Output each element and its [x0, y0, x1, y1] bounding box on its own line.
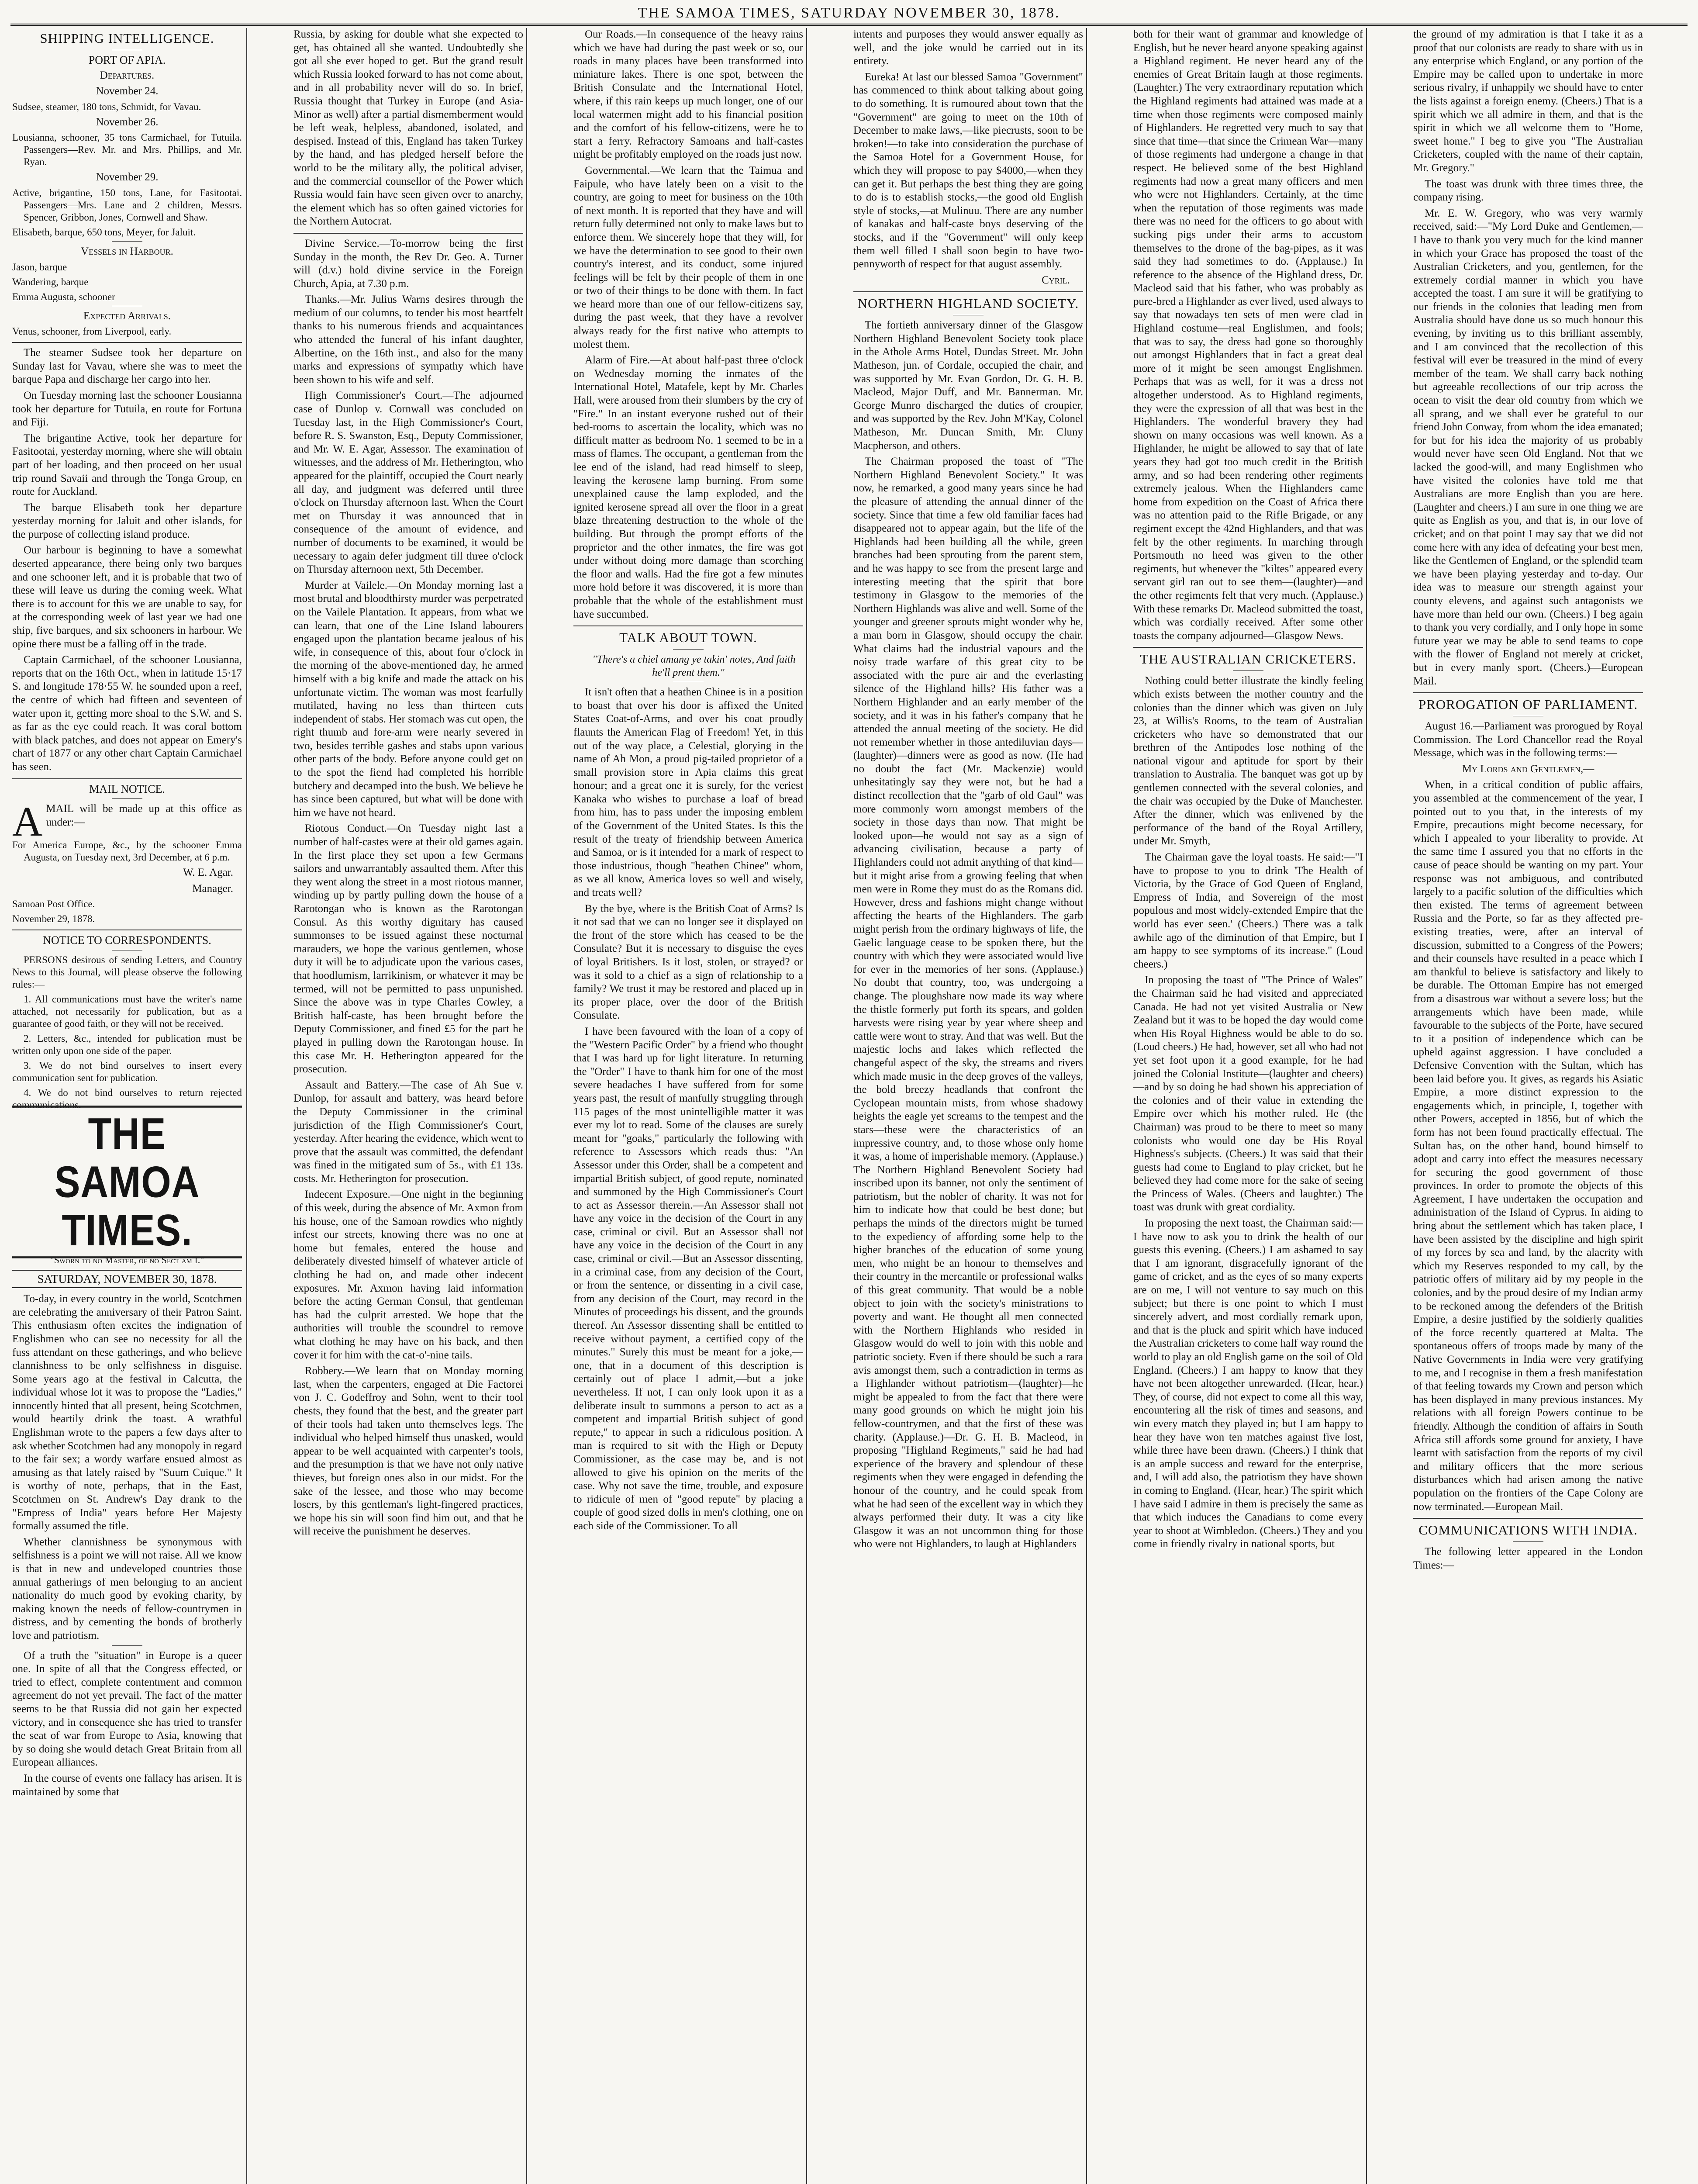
correspondents-intro: PERSONS desirous of sending Letters, and Country News to this Journal, will please observe the following rules:—: [12, 954, 242, 990]
shipping-paragraph: The brigantine Active, took her departure for Fasitootai, yesterday morning, where she will obtain part of her loading, and then proceed on her usual trip round Savaii and through the Tonga Group, en route for Auckland.: [12, 432, 242, 498]
shipping-paragraph: The barque Elisabeth took her departure yesterday morning for Jaluit and other islands, for the purpose of collecting island produce.: [12, 501, 242, 540]
news-item: Governmental.—We learn that the Taimua and Faipule, who have lately been on a visit to the country, are going to meet for business on the 10th of next month. It is reported that they have and will return fully determined not only to make laws but to enforce them. We sincerely hope that they will, for we have the determination to see good to their own country's interest, and its conduct, some injured feelings will be felt by their people of them in one or two of their things to be done with them. In fact we heard more than one of our fellow-citizens say, during the past week, that they have a revolver always ready for the first native who attempts to molest them.: [573, 164, 803, 350]
talk-about-town-heading: TALK ABOUT TOWN.: [619, 630, 757, 646]
columns: [10, 28, 1688, 2184]
shipping-paragraph: Captain Carmichael, of the schooner Lousianna, reports that on the 16th Oct., when in latitude 15·17 S. and longitude 178·55 W. he sounded upon a reef, the centre of which had fifteen and seventeen of water upon it, getting more shoal to the S.W. and S. as far as the eye could reach. It was coral bottom with black patches, and does not appear on Emery's chart of 1877 or any other chart Captain Carmichael has seen.: [12, 654, 242, 773]
correspondents-rule: 2. Letters, &c., intended for publication must be written only upon one side of the paper.: [12, 1033, 242, 1056]
column-rule: [246, 28, 247, 2184]
mail-notice: [12, 798, 242, 845]
article-paragraph: August 16.—Parliament was prorogued by Royal Commission. The Lord Chancellor read the Royal Message, which was in the following terms:—: [1413, 720, 1643, 759]
shipping-paragraph: Our harbour is beginning to have a somewhat deserted appearance, there being only two barques and one schooner left, and it is probable that two of these will leave us during the coming week. What there is to account for this we are unable to say, for at the corresponding week of last year we had one ship, five barques, and six schooners in harbour. We opine there must be a falling off in the trade.: [12, 544, 242, 650]
editorial-paragraph: Whether clannishness be synonymous with selfishness is a point we will not raise. All we know is that in new and undeveloped countries those annual gatherings of men belonging to an ancient nationality do much good by evoking charity, by making known the needs of fellow-countrymen in distress, and by cementing the bonds of brotherly love and patriotism.: [12, 1536, 242, 1641]
news-item: Assault and Battery.—The case of Ah Sue v. Dunlop, for assault and battery, was heard before the Deputy Commissioner in the criminal jurisdiction of the High Commissioner's Court, yesterday. After hearing the evidence, which went to prove that the assault was committed, the defendant was fined in the mitigated sum of 5s., with £1 13s. costs. Mr. Hetherington for prosecution.: [293, 1079, 523, 1185]
column-rule: [1366, 28, 1367, 2184]
column-4: [853, 28, 1083, 2184]
departure-entry: Elisabeth, barque, 650 tons, Meyer, for Jaluit.: [12, 226, 196, 238]
expected-vessel: Venus, schooner, from Liverpool, early.: [12, 326, 172, 337]
column-paragraph: intents and purposes they would answer equally as well, and the joke would be carried out in its entirety.: [853, 28, 1083, 67]
article-paragraph: The following letter appeared in the London Times:—: [1413, 1546, 1643, 1571]
news-item: Indecent Exposure.—One night in the beginning of this week, during the absence of Mr. Axmon from his house, one of the Samoan rowdies who nightly infest our streets, knowing there was no one at home but females, entered the house and deliberately divested himself of whatever article of clothing he had on, and made other indecent exposures. Mr. Axmon having laid information before the acting German Consul, that gentleman has had the culprit arrested. We hope that the authorities will trouble the scoundrel to remove what clothing he may have on his back, and then cover it for him with the cat-o'-nine tails.: [293, 1189, 523, 1361]
departure-date: November 24.: [96, 85, 159, 97]
column-2: [293, 28, 523, 2184]
column-1: [12, 28, 242, 2184]
article-paragraph: The toast was drunk with three times three, the company rising.: [1413, 178, 1643, 204]
correspondents-rule: 1. All communications must have the writer's name attached, not necessarily for publication, but as a guarantee of good faith, or they will not be received.: [12, 993, 242, 1029]
port-heading: PORT OF APIA.: [88, 54, 166, 66]
news-item: Divine Service.—To-morrow being the first Sunday in the month, the Rev Dr. Geo. A. Turner will (d.v.) hold divine service in the Foreign Church, Apia, at 7.30 p.m.: [293, 237, 523, 290]
mail-detail: For America Europe, &c., by the schooner Emma Augusta, on Tuesday next, 3rd December, at 6 p.m.: [12, 840, 242, 863]
article-paragraph: When, in a critical condition of public affairs, you assembled at the commencement of the year, I pointed out to you that, in the interests of my Empire, precautions might become necessary, for which I appealed to your liberality to provide. At the same time I assured you that no efforts in the cause of peace should be wanting on my part. Your response was not ambiguous, and contributed largely to a pacific solution of the difficulties which then existed. The terms of agreement between Russia and the Porte, so far as they affected pre-existing treaties, were, after an interval of discussion, submitted to a Congress of the Powers; and their counsels have resulted in a peace which I am thankful to believe is satisfactory and likely to be durable. The Ottoman Empire has not emerged from a disastrous war without a severe loss; but the arrangements which have been made, while favourable to the subjects of the Porte, have secured to it a position of independence which can be upheld against aggression. I have concluded a Defensive Convention with the Sultan, which has been laid before you. It gives, as regards his Asiatic Empire, a more distinct expression to the engagements which, in principle, I, together with other Powers, accepted in 1856, but of which the form has not been found practically effectual. The Sultan has, on the other hand, bound himself to adopt and carry into effect the measures necessary for securing the good government of those provinces. In order to promote the objects of this Agreement, I have undertaken the occupation and administration of the Island of Cyprus. In aiding to bring about the settlement which has taken place, I have been assisted by the discipline and high spirit of my forces by sea and land, by the alacrity with which my Reserves responded to my call, by the patriotic offers of military aid by my people in the colonies, and by the proud desire of my Indian army to be reckoned among the defenders of the British Empire, a desire justified by the soldierly qualities of the force recently quartered at Malta. The spontaneous offers of troops made by many of the Native Governments in India were very gratifying to me, and I recognise in them a fresh manifestation of that feeling towards my Crown and person which has been displayed in many previous instances. My relations with all foreign Powers continue to be friendly. Although the condition of affairs in South Africa still affords some ground for anxiety, I have learnt with satisfaction from the reports of my civil and military officers that the more serious disturbances which had arisen among the native population on the frontiers of the Cape Colony are now terminated.—European Mail.: [1413, 779, 1643, 1513]
header-title: THE SAMOA TIMES, SATURDAY NOVEMBER 30, 1878.: [638, 5, 1060, 21]
mail-signature: W. E. Agar.: [183, 867, 233, 879]
salutation: My Lords and Gentlemen,—: [1462, 763, 1594, 775]
column-paragraph: It isn't often that a heathen Chinee is in a position to boast that over his door is affixed the United States Coat-of-Arms, and over his coat proudly flaunts the American Flag of Freedom! Yet, in this out of the way place, a Celestial, glorying in the name of Ah Mon, a proud pig-tailed proprietor of a small provision store in Apia claims this great honour; and a great one it is surely, for the veriest Kanaka who wishes to purchase a loaf of bread from him, has to pass under the imposing emblem of the Government of the United States. Is this the result of the treaty of friendship between America and Samoa, or is it intended for a mark of respect to those industrious, though "heathen Chinee" whom, as we all know, America loves so well and wisely, and treats well?: [573, 686, 803, 899]
article-paragraph: both for their want of grammar and knowledge of English, but he never heard anyone speaking against a Highland regiment. He never heard any of the enemies of Great Britain laugh at those regiments. (Laughter.) The very extraordinary reputation which the Highland regiments had attained was made at a time when those regiments were composed mainly of Highlanders. He regretted very much to say that since that time—that since the Crimean War—many of those regiments had undergone a change in that respect. He believed some of the best Highland regiments had now a great many officers and men who were not Highlanders. Certainly, at the time when the reputation of those regiments was made there was no need for the officers to go about with sucking pigs under their arms to accustom themselves to the drone of the bag-pipes, as it was said they had sometimes to do. (Applause.) In reference to the absence of the Highland dress, Dr. Macleod said that his father, who was probably as pure-bred a Highlander as ever lived, used always to say that nowadays ten sets of men were clad in Highland costume—real Englishmen, and fools; that was to say, the dress had gone so thoroughly out amongst Highlanders that in fact a great deal more of it might be seen amongst Englishmen. Perhaps that was as well, for it was a dress not altogether understood. As to Highland regiments, they were the expression of all that was best in the Highlanders. The wonderful bravery they had shown on many occasions was well known. As a Highlander, he might be allowed to say that of late years they had got too much credit in the British army, and so had been rendering other regiments extremely jealous. When the Highlanders came home from expedition on the Coast of Africa there was no attention paid to the Rifle Brigade, or any regiment except the 42nd Highlanders, and that was felt by the other regiments. In marching through Portsmouth no heed was given to the other regiments, but whenever the "kiltes" appeared every servant girl ran out to see them—(laughter)—and the other regiments felt that very much. (Applause.) With these remarks Dr. Macleod submitted the toast, which was cordially received. After some other toasts the company adjourned—Glasgow News.: [1133, 28, 1363, 642]
epigraph: "There's a chiel amang ye takin' notes, And faith he'll prent them.": [592, 654, 796, 679]
column-rule: [1086, 28, 1087, 2184]
news-item: Riotous Conduct.—On Tuesday night last a number of half-castes were at their old games again. In the first place they set upon a few Germans sailors and unwarrantably assaulted them. After this they went along the street in a most riotous manner, winding up by partly pulling down the house of a Rarotongan who is known as the Rarotongan Consul. As this worthy dignitary has caused summonses to be issued against these nocturnal marauders, we hope the various gentlemen, whose duty it will be to adjudicate upon the various cases, that hoodlumism, larrikinism, or whatever it may be termed, will not be permitted to pass unpunished. Since the above was in type Charles Cowley, a British half-caste, has been brought before the Deputy Commissioner, and fined £5 for the part he played in pulling down the Rarotongan house. In this case Mr. H. Hetherington appeared for the prosecution.: [293, 822, 523, 1075]
northern-highland-heading: NORTHERN HIGHLAND SOCIETY.: [857, 296, 1079, 311]
harbour-vessel: Jason, barque: [12, 261, 67, 273]
mail-heading: MAIL NOTICE.: [89, 782, 165, 795]
editorial-paragraph: To-day, in every country in the world, Scotchmen are celebrating the anniversary of their Patron Saint. This enthusiasm often excites the indignation of Englishmen who can see no necessity for all the fuss attendant on these gatherings, and who believe clannishness to be only selfishness in disguise. Some years ago at the festival in Calcutta, the individual whose lot it was to propose the "Ladies," innocently hinted that all present, being Scotchmen, would heartily drink the toast. A wrathful Englishman wrote to the papers a few days after to ask whether Scotchmen had any monopoly in regard to the fair sex; a wordy warfare ensued almost as amusing as that lately raised by "Suum Cuique." It is worthy of note, perhaps, that in the East, Scotchmen on St. Andrew's Day drank to the "Empress of India" years before Her Majesty formally assumed the title.: [12, 1293, 242, 1532]
article-paragraph: The fortieth anniversary dinner of the Glasgow Northern Highland Benevolent Society took place in the Athole Arms Hotel, Dundas Street. Mr. John Matheson, jun. of Cordale, occupied the chair, and was supported by Mr. Evan Gordon, Dr. G. H. B. Macleod, Major Duff, and Mr. Bannerman. Mr. George Munro discharged the duties of croupier, and was supported by the Rev. John M'Kay, Colonel Matheson, Mr. Duncan Smith, Mr. Cluny Macpherson, and others.: [853, 319, 1083, 452]
news-item: Murder at Vailele.—On Monday morning last a most brutal and bloodthirsty murder was perpetrated on the Vailele Plantation. It appears, from what we can learn, that one of the Line Island labourers engaged upon the plantation became jealous of his wife, in consequence of this, about four o'clock in the morning of the above-mentioned day, he armed himself with a big knife and made the attack on his unfortunate victim. The woman was most fearfully mutilated, having no less than thirteen cuts independent of stabs. Her stomach was cut open, the right thumb and fore-arm were nearly severed in two, besides terrible gashes and stabs upon various other parts of the body. Before anyone could get on to the spot the fiend had completed his horrible butchery and decamped into the bush. We believe he has since been captured, but what will be done with him we have not heard.: [293, 579, 523, 819]
departures-heading: Departures.: [100, 69, 155, 81]
running-header: [10, 3, 1688, 26]
australian-cricketers-heading: THE AUSTRALIAN CRICKETERS.: [1140, 651, 1356, 667]
shipping-paragraph: The steamer Sudsee took her departure on Sunday last for Vavau, where she was to meet the barque Papa and discharge her cargo into her.: [12, 347, 242, 386]
mail-office: Samoan Post Office.: [12, 898, 95, 910]
article-paragraph: In proposing the toast of "The Prince of Wales" the Chairman said he had visited and appreciated Canada. He had not yet visited Australia or New Zealand but it was to be hoped the day would come when His Royal Highness would be able to do so. (Loud cheers.) He had, however, set all who had not yet set foot upon it a good example, for he had joined the Colonial Institute—(laughter and cheers)—and by so doing he had shown his appreciation of the colonies and of their value in extending the Empire over which his mother ruled. He (the Chairman) was proud to be there to meet so many colonists who would one day be His Royal Highness's subjects. (Cheers.) It was said that their guests had come to England to play cricket, but he believed they had come more for the sake of seeing the Princess of Wales. (Cheers and laughter.) The toast was drunk with great cordiality.: [1133, 974, 1363, 1213]
news-item: Our Roads.—In consequence of the heavy rains which we have had during the past week or so, our roads in many places have been transformed into miniature lakes. There is one spot, between the British Consulate and the International Hotel, where, if this rain keeps up much longer, one of our local watermen might add to his financial position and the comfort of his fellow-citizens, were he to start a ferry. Refractory Samoans and half-castes might be profitably employed on the roads just now.: [573, 28, 803, 161]
paper-motto: "Sworn to no Master, of no Sect am I.": [50, 1254, 204, 1265]
shipping-heading: SHIPPING INTELLIGENCE.: [40, 31, 214, 46]
correspondents-rule: 3. We do not bind ourselves to insert every communication sent for publication.: [12, 1060, 242, 1083]
harbour-vessel: Emma Augusta, schooner: [12, 291, 115, 302]
column-3: [573, 28, 803, 2184]
mail-role: Manager.: [192, 882, 233, 895]
editorial-paragraph: Russia, by asking for double what she expected to get, has obtained all she wanted. Undoubtedly she got all she ever hoped to get. But the grand result which Russia looked forward to has not come about, and in all probability never will do so. In brief, Russia thought that Turkey in Europe (and Asia-Minor as well) after a partial dismemberment would be left weak, helpless, abandoned, isolated, and despised. Instead of this, England has taken Turkey by the hand, and has pledged herself before the world to be the military ally, the political adviser, and the commercial counsellor of the Power which Russia would fain have seen given over to anarchy, the element which has so often gained victories for the Northern Autocrat.: [293, 28, 523, 228]
column-6: [1413, 28, 1643, 2184]
article-paragraph: the ground of my admiration is that I take it as a proof that our colonists are ready to share with us in any enterprise which England, or any portion of the Empire may be called upon to undertake in more serious rivalry, if unhappily we should have to enter the lists against a foreign enemy. (Cheers.) That is a spirit which we all admire in them, and that is the spirit in which we all welcome them to "Home, sweet home." I beg to give you "The Australian Cricketers, coupled with the name of their captain, Mr. Gregory.": [1413, 28, 1643, 174]
news-item: High Commissioner's Court.—The adjourned case of Dunlop v. Cornwall was concluded on Tuesday last, in the High Commissioner's Court, before R. S. Swanston, Esq., Deputy Commissioner, and Mr. W. E. Agar, Assessor. The examination of witnesses, and the address of Mr. Hetherington, who appeared for the plaintiff, occupied the Court nearly all day, and judgment was deferred until three o'clock on Thursday afternoon last. When the Court met on Thursday it was announced that in consequence of the amount of evidence, and number of documents to be examined, it would be necessary to again defer judgment till three o'clock on Thursday afternoon next, 5th December.: [293, 390, 523, 576]
expected-heading: Expected Arrivals.: [83, 310, 171, 322]
communications-india-heading: COMMUNICATIONS WITH INDIA.: [1418, 1522, 1638, 1538]
article-paragraph: The Chairman gave the loyal toasts. He said:—"I have to propose to you to drink 'The Health of Victoria, by the Grace of God Queen of England, Empress of India, and Sovereign of the most populous and most widely-extended Empire that the world has ever seen.' (Cheers.) There was a talk awhile ago of the diminution of that Empire, but I am happy to see symptoms of its increase." (Loud cheers.): [1133, 851, 1363, 970]
editorial-paragraph: Of a truth the "situation" in Europe is a queer one. In spite of all that the Congress effected, or tried to effect, complete contentment and common agreement do not yet prevail. The fact of the matter seems to be that Russia did not gain her expected victory, and in consequence she has tried to transfer the seat of war from Europe to Asia, knowing that by so doing she would detach Great Britain from all European alliances.: [12, 1649, 242, 1769]
article-paragraph: Nothing could better illustrate the kindly feeling which exists between the mother country and the colonies than the dinner which was given on July 23, at Willis's Rooms, to the team of Australian cricketers who have so demonstrated that our brethren of the Antipodes lose nothing of the national vigour and aptitude for sport by their translation to Australia. The banquet was got up by gentlemen connected with the several colonies, and the chair was occupied by the Duke of Manchester. After the dinner, which was enlivened by the performance of the band of the Royal Artillery, under Mr. Smyth,: [1133, 675, 1363, 847]
paper-title: THE SAMOA TIMES.: [12, 1106, 242, 1258]
news-item: Alarm of Fire.—At about half-past three o'clock on Wednesday morning the inmates of the International Hotel, Matafele, kept by Mr. Charles Hall, were aroused from their slumbers by the cry of "Fire." In an instant everyone rushed out of their bed-rooms to ascertain the locality, which was no difficult matter as bedroom No. 1 seemed to be in a mass of flames. The occupant, a gentleman from the lee end of the island, had read himself to sleep, leaving the kerosene lamp burning. From some unexplained cause the lamp exploded, and the ignited kerosene spread all over the floor in a great blaze threatening destruction to the whole of the building. But through the prompt efforts of the proprietor and the other inmates, the fire was got under without doing more damage than scorching the floor and walls. Had the fire got a few minutes more hold before it was discovered, it is more than probable that the whole of the establishment must have succumbed.: [573, 354, 803, 620]
article-paragraph: In proposing the next toast, the Chairman said:—I have now to ask you to drink the health of our guests this evening. (Cheers.) I am ashamed to say that I am ignorant, disgracefully ignorant of the game of cricket, and as the eyes of so many experts are on me, I will not venture to say much on this subject; but there is one point to which I must sincerely advert, and most cordially remark upon, and that is the pluck and spirit which have induced the Australian cricketers to come half way round the world to play an old English game on the soil of Old England. (Cheers.) I am happy to know that they have not been altogether unrewarded. (Hear, hear.) They, of course, did not expect to come all this way, encountering all the risk of times and seasons, and win every match they played in; but I am happy to hear they have won ten matches against five lost, while three have been drawn. (Cheers.) I think that is an ample success and reward for the enterprise, and, I will add also, the patriotism they have shown in coming to England. (Hear, hear.) The spirit which I have said I admire in them is precisely the same as that which induces the Canadians to come every year to shoot at Wimbledon. (Cheers.) They and you come in friendly rivalry in national sports, but: [1133, 1217, 1363, 1550]
column-paragraph: Eureka! At last our blessed Samoa "Government" has commenced to think about talking about going to do something. It is rumoured about town that the "Government" are going to meet on the 10th of December to make laws,—like piecrusts, soon to be broken!—to take into consideration the purchase of the Samoa Hotel for a Government House, for which they will propose to pay $4000,—when they can get it. But perhaps the best thing they are going to do is to establish stocks,—the good old English style of stocks,—at Mulinuu. There are any number of kanakas and half-caste boys deserving of the stocks, and if the "Government" will only keep them well filled I shall soon begin to have two-pennyworth of respect for that august assembly.: [853, 71, 1083, 270]
harbour-vessel: Wandering, barque: [12, 276, 89, 287]
column-paragraph: I have been favoured with the loan of a copy of the "Western Pacific Order" by a friend who thought that I was hard up for light literature. In returning the "Order" I have to thank him for one of the most severe headaches I have suffered from for some years past, the result of manfully struggling through 115 pages of the most unintelligible matter it was ever my lot to read. Some of the clauses are surely meant for "goaks," particularly the following with reference to Assessors which reads thus: "An Assessor under this Order, shall be a competent and impartial British subject, of good repute, nominated and summoned by the High Commissioner's Court to act as Assessor therein.—An Assessor shall not have any voice in the decision of the Court in any case, criminal or civil. But an Assessor shall not have any voice in the decision of the Court in any case, criminal or civil.—But an Assessor dissenting, in a criminal case, from any decision of the Court, or from the sentence, or dissenting in a civil case, from any decision of the Court, may record in the Minutes of proceedings his dissent, and the grounds thereof. An Assessor dissenting shall be entitled to receive without payment, a certified copy of the minutes." Surely this must be meant for a joke,—one, that in a document of this description is certainly out of place I admit,—but a joke nevertheless. If not, I can only look upon it as a deliberate insult to summons a person to act as a competent and impartial British subject of good repute," to appear in such a ridiculous position. A man is required to sit with the High or Deputy Commissioner, as the case may be, and is not allowed to give his opinion on the merits of the case. Why not save the time, trouble, and exposure to ridicule of men of "good repute" by placing a couple of good sized dolls in men's clothing, one on each side of the Commissioner. To all: [573, 1025, 803, 1532]
correspondents-rule: 4. We do not bind ourselves to return rejected communications.: [12, 1087, 242, 1110]
correspondents-heading: NOTICE TO CORRESPONDENTS.: [43, 934, 211, 947]
column-rule: [806, 28, 807, 2184]
prorogation-heading: PROROGATION OF PARLIAMENT.: [1418, 697, 1638, 712]
departure-entry: Sudsee, steamer, 180 tons, Schmidt, for Vavau.: [12, 101, 201, 112]
article-paragraph: Mr. E. W. Gregory, who was very warmly received, said:—"My Lord Duke and Gentlemen,—I have to thank you very much for the kind manner in which your Grace has proposed the toast of the Australian Cricketers, and you, gentlemen, for the extremely cordial manner in which you have accepted the toast. I am sure it will be gratifying to our friends in the colonies that leading men from Australia should have done us so much honour this evening, by inviting us to this brilliant assembly, and I am convinced that the recollection of this festival will ever be treasured in the mind of every member of the team. We shall carry back nothing but agreeable recollections of our trip across the ocean to visit the dear old country from which we all sprang, and we shall ever be grateful to our friend John Conway, from whom the idea emanated; for but for his idea the majority of us probably would never have seen Old England. Not that we lacked the good-will, and many Englishmen who have visited the colonies have told me that Australians are more English than you are here. (Laughter and cheers.) I am sure in one thing we are quite as English as you, and that is, in our love of cricket; and on that point I may say that we did not come here with any idea of defeating your best men, like the Gentlemen of England, or the splendid team we have been playing yesterday and to-day. Our idea was to measure our strength against your county elevens, and against such antagonists we have more than held our own. (Cheers.) I beg again to thank you very cordially, and I only hope in some future year we may be able to send teams to cope with the flower of England not merely at cricket, but in every manly sport. (Cheers.)—European Mail.: [1413, 207, 1643, 687]
news-item: Robbery.—We learn that on Monday morning last, when the carpenters, engaged at Die Factorei von J. C. Godeffroy and Sohn, went to their tool chests, they found that the best, and the greater part of their tools had taken unto themselves legs. The individual who helped himself thus unasked, would appear to be well acquainted with carpenter's tools, and the presumption is that we have not only native thieves, but foreign ones also in our midst. For the sake of the lessee, and those who may become losers, by this gentleman's light-fingered practices, we hope his sin will soon find him out, and that he will receive the punishment he deserves.: [293, 1365, 523, 1538]
news-item: Thanks.—Mr. Julius Warns desires through the medium of our columns, to tender his most heartfelt thanks to his numerous friends and acquaintances who attended the funeral of his infant daughter, Albertine, on the 16th inst., and also for the many marks and expressions of sympathy which have been shown to his wife and self.: [293, 294, 523, 386]
nameplate: [12, 1109, 242, 1267]
byline: Cyril.: [1042, 274, 1070, 286]
article-paragraph: The Chairman proposed the toast of "The Northern Highland Benevolent Society." It was now, he remarked, a good many years since he had the pleasure of attending the annual dinner of the society. Since that time a few old familiar faces had disappeared not to appear again, but the life of the Highlands had been building all the while, green branches had been sprouting from the parent stem, and he was happy to see from the present large and interesting meeting that the spirit that bore testimony in Glasgow to the memories of the Northern Highlands was alive and well. Some of the younger and greener sprouts might wonder why he, a man born in Glasgow, should occupy the chair. What claims had the industrial vapours and the noisy trade warfare of this great city to be associated with the pure air and the everlasting silence of the Highland hills? His father was a Northern Highlander and an early member of the society, and it was in his father's company that he attended the annual meeting of the society. He did not remember whether in those antediluvian days—(laughter)—dinners were as good as now. (He had no doubt the fact (Mr. Mackenzie) would unhesitatingly say they were not, but he had a distinct recollection that the "garb of old Gaul" was more commonly worn amongst members of the society in those days than now. That might be looked upon—he would not say as a sign of advancing civilisation, because a party of Highlanders could not admit anything of that kind—but it might arise from a growing feeling that when men were in Rome they must do as the Romans did. However, dress and fashions might change without affecting the hearts of the Highlanders. The garb might perish from the ordinary highways of life, the Gaelic language cease to be spoken there, but the country with which they were associated would live for ever in the memories of her sons. (Applause.) No doubt that country, too, was undergoing a change. The ploughshare now made its way where the thistle formerly put forth its spears, and golden harvests were rising year by year where sheep and cattle were wont to stray. And that was well. But the majestic lochs and lakes which reflected the changeful aspect of the sky, the streams and rivers which made music in the deep groves of the valleys, the bold breezy headlands that confront the Cyclopean mountain mists, from whose shadowy heights the eagle yet screams to the tempest and the stars—these were the characteristics of an impressive country, and, to those whose only home it was, a home of imperishable memory. (Applause.) The Northern Highland Benevolent Society had inscribed upon its banner, not only the sentiment of patriotism, but the nobler of charity. It was not for him to indicate how that could be best done; but perhaps the minds of the directors might be turned to the expediency of affording some help to the higher branches of the education of some young men, who might be an honour to themselves and their country in the mercantile or professional walks of this great community. That would be a noble object to join with the society's ministrations to poverty and want. He thought all men connected with the Northern Highlands who resided in Glasgow would do well to join with this noble and patriotic society. Even if there should be such a rara avis amongst them, such a contradiction in terms as a Highlander without patriotism—(laughter)—he might be appealed to from the fact that there were many good grounds on which he might join his fellow-countrymen, and that the first of these was charity. (Applause.)—Dr. G. H. B. Macleod, in proposing "Highland Regiments," said he had had experience of the bravery and splendour of these regiments when they were engaged in defending the honour of the country, and he could speak from what he had seen of the excellent way in which they always performed their duty. It was a city like Glasgow it was an not uncommon thing for those who were not Highlanders, to laugh at Highlanders: [853, 456, 1083, 1550]
editorial-paragraph: In the course of events one fallacy has arisen. It is maintained by some that: [12, 1772, 242, 1798]
harbour-heading: Vessels in Harbour.: [81, 245, 173, 257]
shipping-paragraph: On Tuesday morning last the schooner Lousianna took her departure for Tutuila, en route for Fortuna and Fiji.: [12, 389, 242, 429]
issue-date: SATURDAY, NOVEMBER 30, 1878.: [12, 1270, 242, 1289]
drop-cap: A: [12, 798, 43, 845]
departure-date: November 29.: [96, 171, 159, 183]
departure-date: November 26.: [96, 116, 159, 128]
departure-entry: Active, brigantine, 150 tons, Lane, for Fasitootai. Passengers—Mrs. Lane and 2 children, Messrs. Spencer, Gribbon, Jones, Cornwell and Shaw.: [12, 187, 242, 223]
mail-text: MAIL will be made up at this office as under:—: [46, 803, 242, 828]
column-5: [1133, 28, 1363, 2184]
column-rule: [526, 28, 527, 2184]
departure-entry: Lousianna, schooner, 35 tons Carmichael, for Tutuila. Passengers—Rev. Mr. and Mrs. Phillips, and Mr. Ryan.: [12, 132, 242, 168]
mail-date: November 29, 1878.: [12, 913, 95, 925]
column-paragraph: By the bye, where is the British Coat of Arms? Is it not sad that we can no longer see it displayed on the front of the store which has ceased to be the Consulate? But it is necessary to disguise the eyes of loyal Britishers. Is it lost, stolen, or strayed? or was it sold to a chief as a sign of relationship to a family? We trust it may be restored and placed up in its proper place, over the door of the British Consulate.: [573, 902, 803, 1022]
